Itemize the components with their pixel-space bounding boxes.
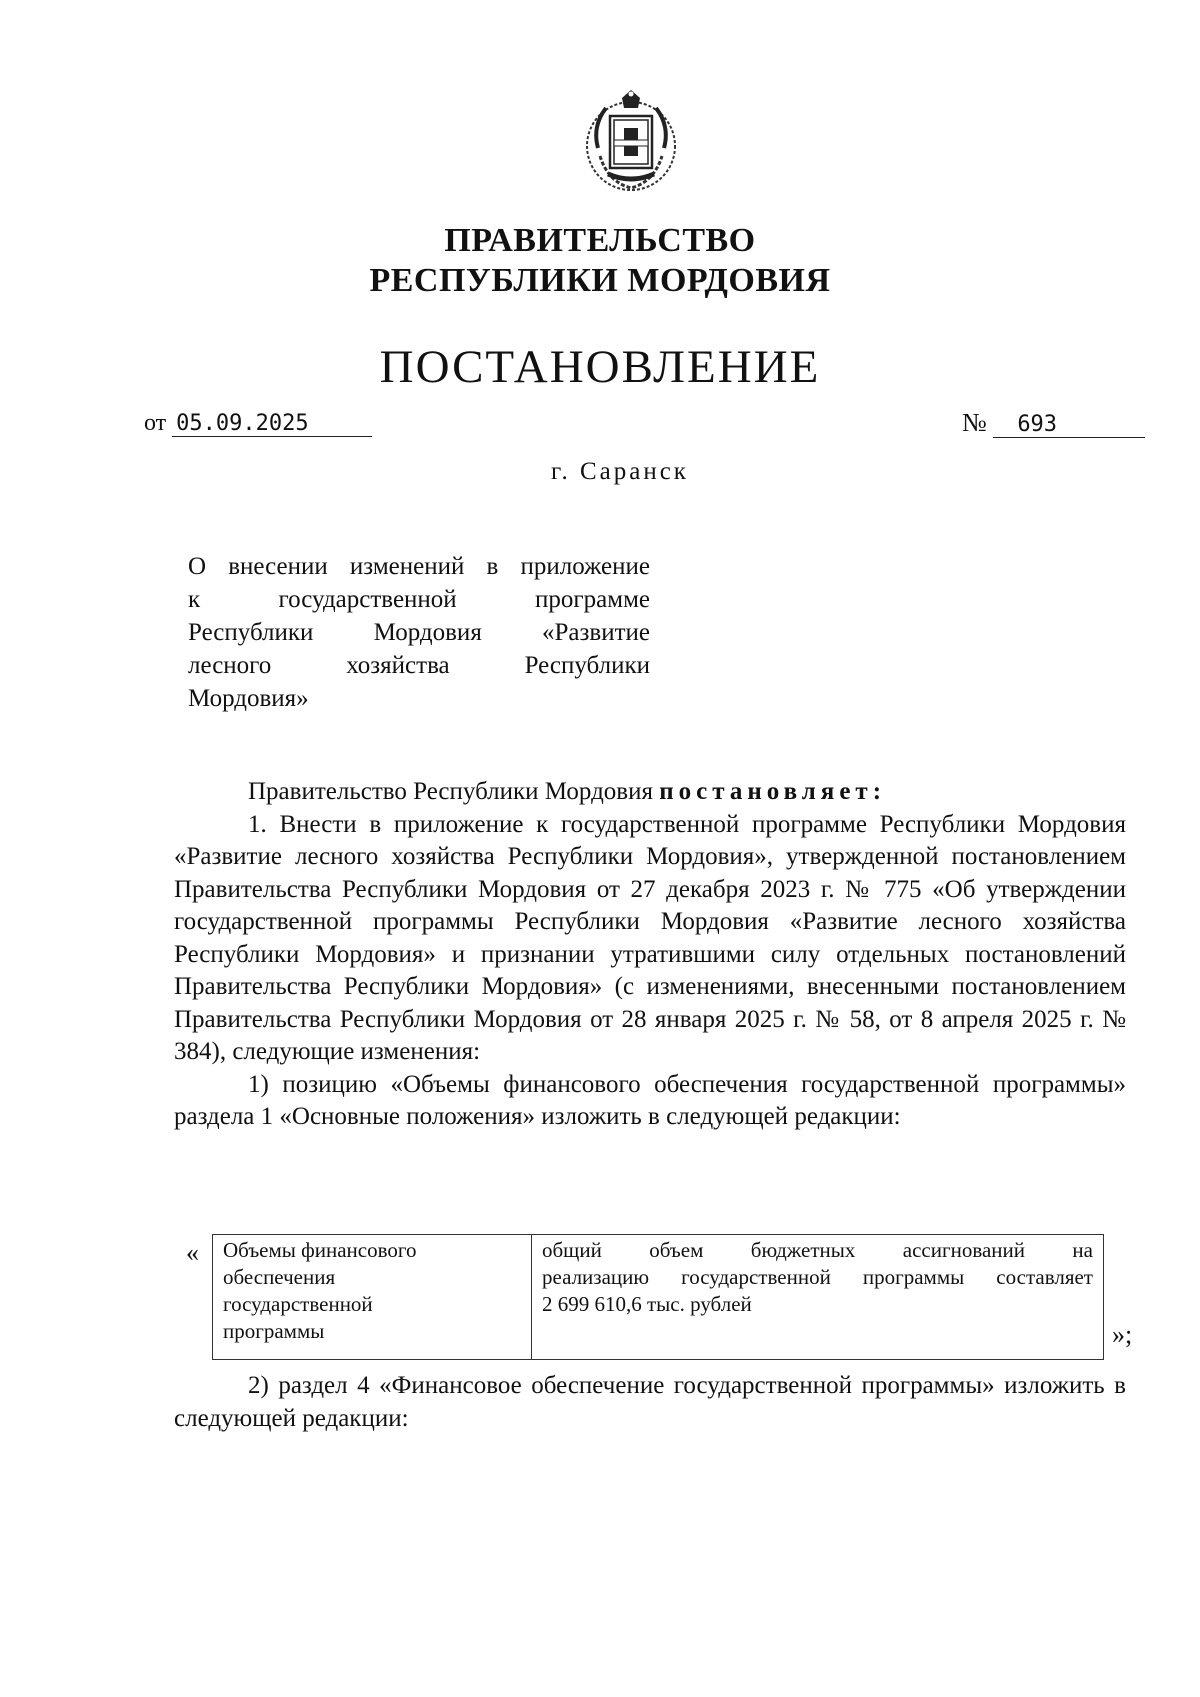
- subject-line: лесного хозяйства Республики: [188, 652, 650, 679]
- date-prefix: от: [144, 410, 167, 436]
- cell-line: обеспечения: [223, 1265, 336, 1289]
- cell-line: государственной: [223, 1292, 373, 1316]
- subject-line: к государственной программе: [188, 586, 650, 613]
- cell-line: программы: [223, 1319, 325, 1343]
- subitem-1-paragraph: 1) позицию «Объемы финансового обеспечения государственной программы» раздела 1 «Основные положения» изложить в следующей редакции:: [174, 1070, 1126, 1130]
- cell-line: реализацию государственной программы составляет: [542, 1265, 1093, 1289]
- resolution-body: [174, 776, 1126, 1134]
- government-name-line1: ПРАВИТЕЛЬСТВО: [444, 222, 756, 259]
- subject-heading: [188, 550, 650, 715]
- date-line: [144, 410, 372, 437]
- subject-line: Республики Мордовия «Развитие: [188, 619, 650, 646]
- government-name-line2: РЕСПУБЛИКИ МОРДОВИЯ: [369, 262, 831, 299]
- intro-paragraph: [174, 776, 1126, 809]
- cell-line: 2 699 610,6 тыс. рублей: [542, 1292, 752, 1316]
- table-cell-label: [213, 1235, 532, 1360]
- subject-line: Мордовия»: [188, 685, 309, 712]
- coat-of-arms-emblem: [578, 86, 684, 196]
- intro-operative-word: постановляет:: [659, 778, 887, 805]
- document-type-title: ПОСТАНОВЛЕНИЕ: [379, 341, 821, 393]
- closing-quote: »;: [1112, 1320, 1133, 1349]
- cell-line: Объемы финансового: [223, 1238, 417, 1262]
- table-row: [213, 1235, 1104, 1360]
- cell-line: общий объем бюджетных ассигнований на: [542, 1238, 1093, 1262]
- table-cell-value: [532, 1235, 1104, 1360]
- number-line: [962, 408, 1145, 438]
- number-value: 693: [993, 412, 1145, 438]
- number-prefix: №: [962, 408, 987, 437]
- resolution-body-continued: [174, 1370, 1126, 1435]
- intro-text: Правительство Республики Мордовия: [248, 778, 653, 805]
- item-1-paragraph: 1. Внести в приложение к государственной программе Республики Мордовия «Развитие лесного хозяйства Республики Мордовия», утвержденной постановлением Правительства Республики Мордовия от 27 декабря 2023 г. № 775 «Об утверждении государственной программы Республики Мордовия «Развитие лесного хозяйства Республики Мордовия» и признании утратившими силу отдельных постановлений Правительства Республики Мордовия» (с изменениями, внесенными постановлением Правительства Республики Мордовия от 28 января 2025 г. № 58, от 8 апреля 2025 г. № 384), следующие изменения:: [174, 810, 1126, 1065]
- opening-quote: «: [186, 1238, 199, 1267]
- subitem-2-paragraph: 2) раздел 4 «Финансовое обеспечение государственной программы» изложить в следующей редакции:: [174, 1372, 1126, 1432]
- financing-table: [212, 1234, 1104, 1360]
- city-name: г. Саранск: [551, 458, 689, 485]
- subject-line: О внесении изменений в приложение: [188, 553, 650, 580]
- date-value: 05.09.2025: [172, 411, 372, 437]
